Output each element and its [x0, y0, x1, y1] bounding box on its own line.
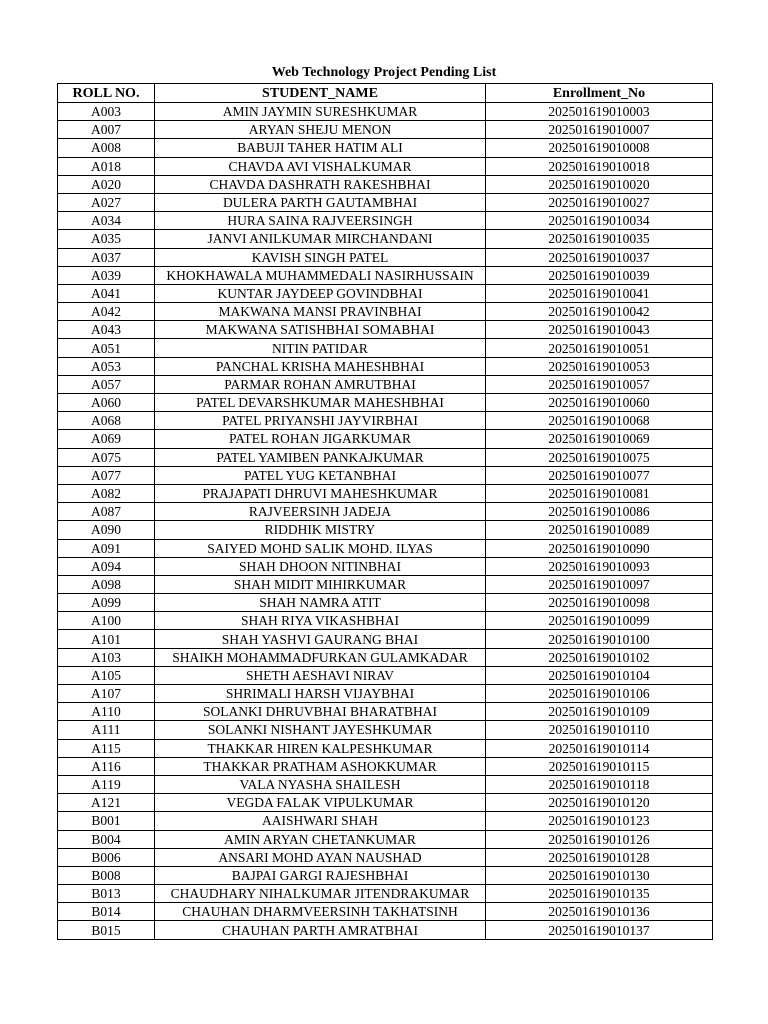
- student-name-cell: SHETH AESHAVI NIRAV: [155, 666, 486, 684]
- student-name-cell: HURA SAINA RAJVEERSINGH: [155, 212, 486, 230]
- table-row: [58, 885, 713, 903]
- roll-no-cell: A053: [58, 357, 155, 375]
- table-row: [58, 848, 713, 866]
- student-name-cell: JANVI ANILKUMAR MIRCHANDANI: [155, 230, 486, 248]
- enrollment-no-cell: 202501619010123: [486, 812, 713, 830]
- enrollment-no-cell: 202501619010018: [486, 157, 713, 175]
- table-row: [58, 612, 713, 630]
- table-row: [58, 812, 713, 830]
- enrollment-no-cell: 202501619010089: [486, 521, 713, 539]
- enrollment-no-cell: 202501619010102: [486, 648, 713, 666]
- table-row: [58, 375, 713, 393]
- enrollment-no-cell: 202501619010020: [486, 175, 713, 193]
- student-name-cell: KHOKHAWALA MUHAMMEDALI NASIRHUSSAIN: [155, 266, 486, 284]
- table-row: [58, 321, 713, 339]
- roll-no-cell: A105: [58, 666, 155, 684]
- enrollment-no-cell: 202501619010104: [486, 666, 713, 684]
- student-name-cell: PATEL ROHAN JIGARKUMAR: [155, 430, 486, 448]
- table-row: [58, 557, 713, 575]
- table-row: [58, 303, 713, 321]
- student-name-cell: SHAH YASHVI GAURANG BHAI: [155, 630, 486, 648]
- table-row: [58, 357, 713, 375]
- roll-no-cell: A068: [58, 412, 155, 430]
- enrollment-no-cell: 202501619010093: [486, 557, 713, 575]
- table-row: [58, 830, 713, 848]
- table-row: [58, 430, 713, 448]
- table-row: [58, 921, 713, 939]
- column-header-enrollment-no: Enrollment_No: [486, 84, 713, 103]
- table-row: [58, 757, 713, 775]
- student-name-cell: SHAIKH MOHAMMADFURKAN GULAMKADAR: [155, 648, 486, 666]
- table-row: [58, 721, 713, 739]
- roll-no-cell: A041: [58, 284, 155, 302]
- student-name-cell: MAKWANA SATISHBHAI SOMABHAI: [155, 321, 486, 339]
- enrollment-no-cell: 202501619010097: [486, 575, 713, 593]
- roll-no-cell: A039: [58, 266, 155, 284]
- student-name-cell: PATEL YUG KETANBHAI: [155, 466, 486, 484]
- enrollment-no-cell: 202501619010068: [486, 412, 713, 430]
- student-name-cell: BAJPAI GARGI RAJESHBHAI: [155, 866, 486, 884]
- roll-no-cell: A037: [58, 248, 155, 266]
- roll-no-cell: A119: [58, 775, 155, 793]
- student-name-cell: SHRIMALI HARSH VIJAYBHAI: [155, 685, 486, 703]
- table-row: [58, 594, 713, 612]
- student-name-cell: SHAH MIDIT MIHIRKUMAR: [155, 575, 486, 593]
- table-row: [58, 703, 713, 721]
- enrollment-no-cell: 202501619010099: [486, 612, 713, 630]
- student-name-cell: AMIN JAYMIN SURESHKUMAR: [155, 103, 486, 121]
- student-name-cell: RIDDHIK MISTRY: [155, 521, 486, 539]
- student-name-cell: PARMAR ROHAN AMRUTBHAI: [155, 375, 486, 393]
- column-header-roll-no: ROLL NO.: [58, 84, 155, 103]
- enrollment-no-cell: 202501619010118: [486, 775, 713, 793]
- student-name-cell: SAIYED MOHD SALIK MOHD. ILYAS: [155, 539, 486, 557]
- roll-no-cell: A020: [58, 175, 155, 193]
- enrollment-no-cell: 202501619010042: [486, 303, 713, 321]
- enrollment-no-cell: 202501619010027: [486, 193, 713, 211]
- enrollment-no-cell: 202501619010128: [486, 848, 713, 866]
- enrollment-no-cell: 202501619010110: [486, 721, 713, 739]
- enrollment-no-cell: 202501619010043: [486, 321, 713, 339]
- enrollment-no-cell: 202501619010109: [486, 703, 713, 721]
- table-row: [58, 666, 713, 684]
- student-name-cell: BABUJI TAHER HATIM ALI: [155, 139, 486, 157]
- roll-no-cell: A082: [58, 484, 155, 502]
- pending-list-table: [57, 83, 713, 940]
- student-name-cell: AAISHWARI SHAH: [155, 812, 486, 830]
- student-name-cell: CHAVDA AVI VISHALKUMAR: [155, 157, 486, 175]
- student-name-cell: SHAH DHOON NITINBHAI: [155, 557, 486, 575]
- enrollment-no-cell: 202501619010130: [486, 866, 713, 884]
- table-row: [58, 521, 713, 539]
- roll-no-cell: A003: [58, 103, 155, 121]
- table-row: [58, 121, 713, 139]
- student-name-cell: PRAJAPATI DHRUVI MAHESHKUMAR: [155, 484, 486, 502]
- table-row: [58, 248, 713, 266]
- student-name-cell: PATEL PRIYANSHI JAYVIRBHAI: [155, 412, 486, 430]
- roll-no-cell: A094: [58, 557, 155, 575]
- student-name-cell: MAKWANA MANSI PRAVINBHAI: [155, 303, 486, 321]
- roll-no-cell: B004: [58, 830, 155, 848]
- roll-no-cell: A034: [58, 212, 155, 230]
- roll-no-cell: A107: [58, 685, 155, 703]
- table-row: [58, 866, 713, 884]
- table-header-row: [58, 84, 713, 103]
- enrollment-no-cell: 202501619010007: [486, 121, 713, 139]
- column-header-student-name: STUDENT_NAME: [155, 84, 486, 103]
- table-row: [58, 230, 713, 248]
- table-row: [58, 103, 713, 121]
- enrollment-no-cell: 202501619010069: [486, 430, 713, 448]
- roll-no-cell: A098: [58, 575, 155, 593]
- roll-no-cell: B006: [58, 848, 155, 866]
- student-name-cell: CHAUHAN PARTH AMRATBHAI: [155, 921, 486, 939]
- roll-no-cell: A060: [58, 394, 155, 412]
- enrollment-no-cell: 202501619010086: [486, 503, 713, 521]
- enrollment-no-cell: 202501619010051: [486, 339, 713, 357]
- student-name-cell: SHAH RIYA VIKASHBHAI: [155, 612, 486, 630]
- roll-no-cell: A043: [58, 321, 155, 339]
- table-row: [58, 630, 713, 648]
- roll-no-cell: B008: [58, 866, 155, 884]
- roll-no-cell: A099: [58, 594, 155, 612]
- student-name-cell: CHAVDA DASHRATH RAKESHBHAI: [155, 175, 486, 193]
- table-row: [58, 685, 713, 703]
- enrollment-no-cell: 202501619010041: [486, 284, 713, 302]
- student-name-cell: THAKKAR HIREN KALPESHKUMAR: [155, 739, 486, 757]
- student-name-cell: SOLANKI NISHANT JAYESHKUMAR: [155, 721, 486, 739]
- student-name-cell: KUNTAR JAYDEEP GOVINDBHAI: [155, 284, 486, 302]
- roll-no-cell: A090: [58, 521, 155, 539]
- enrollment-no-cell: 202501619010137: [486, 921, 713, 939]
- roll-no-cell: A116: [58, 757, 155, 775]
- enrollment-no-cell: 202501619010115: [486, 757, 713, 775]
- enrollment-no-cell: 202501619010057: [486, 375, 713, 393]
- table-row: [58, 448, 713, 466]
- table-row: [58, 339, 713, 357]
- roll-no-cell: A008: [58, 139, 155, 157]
- enrollment-no-cell: 202501619010037: [486, 248, 713, 266]
- enrollment-no-cell: 202501619010126: [486, 830, 713, 848]
- table-row: [58, 175, 713, 193]
- table-row: [58, 412, 713, 430]
- enrollment-no-cell: 202501619010100: [486, 630, 713, 648]
- table-row: [58, 193, 713, 211]
- enrollment-no-cell: 202501619010008: [486, 139, 713, 157]
- roll-no-cell: B001: [58, 812, 155, 830]
- roll-no-cell: A110: [58, 703, 155, 721]
- roll-no-cell: A057: [58, 375, 155, 393]
- enrollment-no-cell: 202501619010114: [486, 739, 713, 757]
- roll-no-cell: A018: [58, 157, 155, 175]
- table-row: [58, 212, 713, 230]
- enrollment-no-cell: 202501619010075: [486, 448, 713, 466]
- roll-no-cell: A100: [58, 612, 155, 630]
- student-name-cell: ARYAN SHEJU MENON: [155, 121, 486, 139]
- student-name-cell: ANSARI MOHD AYAN NAUSHAD: [155, 848, 486, 866]
- table-row: [58, 539, 713, 557]
- table-row: [58, 466, 713, 484]
- student-name-cell: CHAUDHARY NIHALKUMAR JITENDRAKUMAR: [155, 885, 486, 903]
- roll-no-cell: A115: [58, 739, 155, 757]
- roll-no-cell: A111: [58, 721, 155, 739]
- roll-no-cell: A091: [58, 539, 155, 557]
- enrollment-no-cell: 202501619010081: [486, 484, 713, 502]
- table-row: [58, 739, 713, 757]
- roll-no-cell: A103: [58, 648, 155, 666]
- student-name-cell: PANCHAL KRISHA MAHESHBHAI: [155, 357, 486, 375]
- roll-no-cell: A069: [58, 430, 155, 448]
- table-row: [58, 157, 713, 175]
- table-row: [58, 903, 713, 921]
- student-name-cell: VALA NYASHA SHAILESH: [155, 775, 486, 793]
- roll-no-cell: A075: [58, 448, 155, 466]
- roll-no-cell: A035: [58, 230, 155, 248]
- student-name-cell: PATEL DEVARSHKUMAR MAHESHBHAI: [155, 394, 486, 412]
- enrollment-no-cell: 202501619010120: [486, 794, 713, 812]
- student-name-cell: CHAUHAN DHARMVEERSINH TAKHATSINH: [155, 903, 486, 921]
- enrollment-no-cell: 202501619010053: [486, 357, 713, 375]
- enrollment-no-cell: 202501619010060: [486, 394, 713, 412]
- student-name-cell: PATEL YAMIBEN PANKAJKUMAR: [155, 448, 486, 466]
- student-name-cell: SHAH NAMRA ATIT: [155, 594, 486, 612]
- roll-no-cell: A051: [58, 339, 155, 357]
- roll-no-cell: A121: [58, 794, 155, 812]
- enrollment-no-cell: 202501619010090: [486, 539, 713, 557]
- student-name-cell: DULERA PARTH GAUTAMBHAI: [155, 193, 486, 211]
- enrollment-no-cell: 202501619010035: [486, 230, 713, 248]
- roll-no-cell: B013: [58, 885, 155, 903]
- enrollment-no-cell: 202501619010039: [486, 266, 713, 284]
- table-row: [58, 139, 713, 157]
- roll-no-cell: A042: [58, 303, 155, 321]
- enrollment-no-cell: 202501619010034: [486, 212, 713, 230]
- roll-no-cell: A101: [58, 630, 155, 648]
- enrollment-no-cell: 202501619010077: [486, 466, 713, 484]
- enrollment-no-cell: 202501619010106: [486, 685, 713, 703]
- student-name-cell: SOLANKI DHRUVBHAI BHARATBHAI: [155, 703, 486, 721]
- student-name-cell: AMIN ARYAN CHETANKUMAR: [155, 830, 486, 848]
- student-name-cell: VEGDA FALAK VIPULKUMAR: [155, 794, 486, 812]
- table-row: [58, 794, 713, 812]
- table-row: [58, 575, 713, 593]
- student-name-cell: NITIN PATIDAR: [155, 339, 486, 357]
- roll-no-cell: A077: [58, 466, 155, 484]
- student-name-cell: THAKKAR PRATHAM ASHOKKUMAR: [155, 757, 486, 775]
- page-title: Web Technology Project Pending List: [271, 65, 497, 80]
- student-name-cell: RAJVEERSINH JADEJA: [155, 503, 486, 521]
- roll-no-cell: B014: [58, 903, 155, 921]
- roll-no-cell: A027: [58, 193, 155, 211]
- table-row: [58, 503, 713, 521]
- student-name-cell: KAVISH SINGH PATEL: [155, 248, 486, 266]
- roll-no-cell: A087: [58, 503, 155, 521]
- table-body: [58, 103, 713, 940]
- enrollment-no-cell: 202501619010003: [486, 103, 713, 121]
- table-row: [58, 775, 713, 793]
- roll-no-cell: B015: [58, 921, 155, 939]
- table-row: [58, 284, 713, 302]
- table-row: [58, 648, 713, 666]
- table-row: [58, 394, 713, 412]
- table-row: [58, 266, 713, 284]
- enrollment-no-cell: 202501619010136: [486, 903, 713, 921]
- roll-no-cell: A007: [58, 121, 155, 139]
- enrollment-no-cell: 202501619010135: [486, 885, 713, 903]
- enrollment-no-cell: 202501619010098: [486, 594, 713, 612]
- table-row: [58, 484, 713, 502]
